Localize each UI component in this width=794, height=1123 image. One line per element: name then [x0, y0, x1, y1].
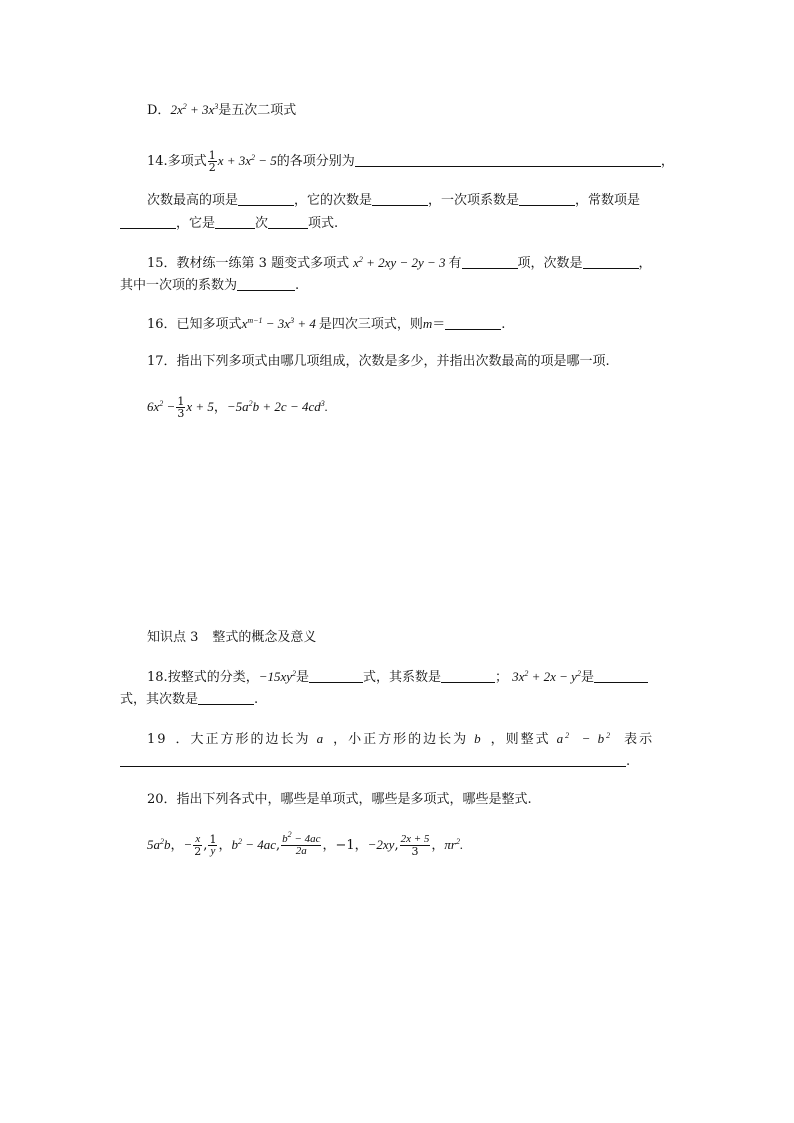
- question-17: 17．指出下列多项式由哪几项组成，次数是多少，并指出次数最高的项是哪一项.: [147, 354, 610, 369]
- question-18: 18.按整式的分类，$-15xy^2$是 式，其系数是 ； $3x^2 + 2x - y^2$是: [147, 667, 648, 688]
- answer-blank[interactable]: [120, 752, 626, 767]
- question-14-line-3: ，它是 次 项式.: [120, 214, 338, 234]
- answer-blank[interactable]: [441, 668, 495, 683]
- section-heading: 知识点 3 整式的概念及意义: [147, 630, 317, 645]
- math-expr: $3x^2 + 2x - y^2$: [512, 669, 581, 684]
- question-15-line-2: 其中一次项的系数为 .: [120, 278, 300, 293]
- answer-blank[interactable]: [519, 191, 575, 206]
- fraction-half: $\frac{1}{2}$: [208, 149, 216, 174]
- answer-blank[interactable]: [372, 191, 428, 206]
- math-expr: $x + 3x^2 - 5$: [217, 153, 277, 168]
- answer-blank[interactable]: [215, 214, 255, 229]
- question-20: 20．指出下列各式中，哪些是单项式，哪些是多项式，哪些是整式.: [147, 792, 532, 807]
- math-expr: $2x^2 + 3x^3$: [170, 102, 219, 117]
- math-expr: $x^{m-1} - 3x^3 + 4$: [241, 316, 316, 331]
- answer-blank[interactable]: [198, 690, 254, 705]
- math-expr: $a^2 - b^2$: [556, 731, 613, 746]
- math-expr: $-15xy^2$: [258, 669, 297, 684]
- answer-blank[interactable]: [445, 315, 501, 330]
- question-19: 19 ．大正方形的边长为 a ，小正方形的边长为 b ，则整式 $a^2 - b^2$ 表示: [147, 731, 655, 747]
- answer-blank[interactable]: [237, 276, 295, 291]
- option-d: D．$2x^2 + 3x^3$是五次二项式: [147, 102, 297, 118]
- math-expr: $x^2 + 2xy - 2y - 3$: [353, 255, 446, 270]
- answer-blank[interactable]: [120, 214, 176, 229]
- question-17-expressions: $6x^2$ − $\frac{1}{3}$ x + 5，$-5a^2b + 2c - 4cd^3$.: [147, 395, 328, 420]
- question-14-line-2: 次数最高的项是 ，它的次数是 ，一次项系数是 ，常数项是: [147, 193, 641, 208]
- answer-blank[interactable]: [238, 191, 294, 206]
- answer-blank[interactable]: [355, 152, 661, 167]
- question-20-expressions: $5a^2b$，− $\frac{x}{2}$ , $\frac{1}{y}$ ，$b^2 - 4ac$, $\frac{b^2 - 4ac}{2a}$ ，−1，−2xy, $\frac{2x + 5}{3}$ ，$\pi r^2$.: [147, 830, 464, 858]
- answer-blank[interactable]: [594, 668, 648, 683]
- fraction-third: $\frac{1}{3}$: [177, 395, 185, 420]
- question-19-line-2: .: [120, 752, 630, 772]
- answer-blank[interactable]: [309, 668, 363, 683]
- question-18-line-2: 式，其次数是 .: [120, 692, 259, 707]
- answer-blank[interactable]: [583, 254, 639, 269]
- question-15: 15．教材练一练第 3 题变式多项式 $x^2 + 2xy - 2y - 3$ 有 项，次数是 ，: [147, 255, 652, 271]
- answer-blank[interactable]: [462, 254, 518, 269]
- answer-blank[interactable]: [268, 214, 308, 229]
- question-16: 16．已知多项式$x^{m-1} - 3x^3 + 4$ 是四次三项式，则m＝ .: [147, 316, 506, 332]
- question-14: 14.多项式 $\frac{1}{2}$ $x + 3x^2 - 5$的各项分别为 ，: [147, 149, 674, 174]
